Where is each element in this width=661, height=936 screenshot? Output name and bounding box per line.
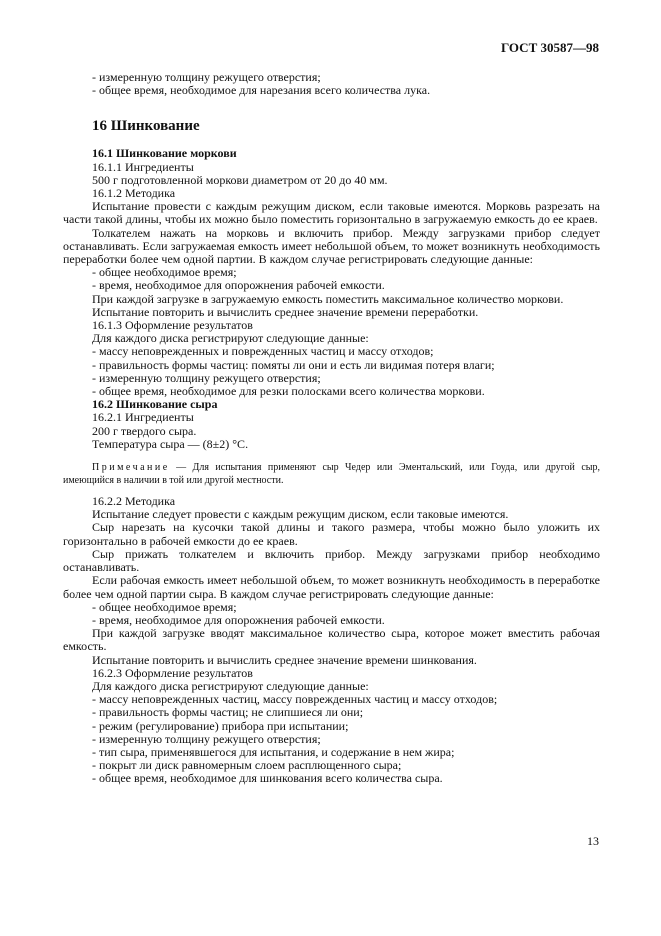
text-line: 200 г твердого сыра. xyxy=(92,423,197,438)
clause-heading: 16.2.3 Оформление результатов xyxy=(92,665,253,680)
paragraph: Сыр нарезать на кусочки такой длины и такого размера, чтобы можно было уложить их горизонтально в рабочей емкости до ее краев. xyxy=(63,520,600,548)
note-text: — Для испытания применяют сыр Чедер или Эментальский, или Гоуда, или другой сыр, имеющийся в наличии в той или другой местности. xyxy=(63,462,600,487)
text-line: 500 г подготовленной моркови диаметром от 20 до 40 мм. xyxy=(92,172,388,187)
paragraph: Для каждого диска регистрируют следующие данные: xyxy=(92,331,369,346)
clause-heading: 16.2.1 Ингредиенты xyxy=(92,410,194,425)
list-item: - время, необходимое для опорожнения рабочей емкости. xyxy=(92,612,385,627)
list-item: - массу неповрежденных частиц, массу поврежденных частиц и массу отходов; xyxy=(92,692,498,707)
list-item: - покрыт ли диск равномерным слоем расплющенного сыра; xyxy=(92,758,402,773)
section-heading: 16 Шинкование xyxy=(92,118,200,135)
document-body xyxy=(63,71,600,786)
paragraph: При каждой загрузке в загружаемую емкость поместить максимальное количество моркови. xyxy=(92,291,564,306)
list-item: - измеренную толщину режущего отверстия; xyxy=(92,731,321,746)
list-item: - общее необходимое время; xyxy=(92,599,237,614)
list-item: - массу неповрежденных и поврежденных частиц и массу отходов; xyxy=(92,344,434,359)
list-item: - правильность формы частиц; не слипшиеся ли они; xyxy=(92,705,364,720)
paragraph: Испытание следует провести с каждым режущим диском, если таковые имеются. xyxy=(92,507,509,522)
list-item: - общее время, необходимое для шинкования всего количества сыра. xyxy=(92,771,443,786)
paragraph: Испытание повторить и вычислить среднее значение времени шинкования. xyxy=(92,652,477,667)
text-line: Температура сыра — (8±2) °С. xyxy=(92,436,249,451)
clause-heading: 16.1.1 Ингредиенты xyxy=(92,159,194,174)
list-item: - измеренную толщину режущего отверстия; xyxy=(92,70,321,84)
list-item: - тип сыра, применявшегося для испытания, и содержание в нем жира; xyxy=(92,744,455,759)
paragraph: Толкателем нажать на морковь и включить прибор. Между загрузками прибор следует останавливать. Если загружаемая емкость имеет небольшой объем, то может возникнуть необходимость переработки более чем одной партии. В каждом случае регистрировать следующие данные: xyxy=(63,225,600,267)
subsection-heading: 16.2 Шинкование сыра xyxy=(92,397,218,412)
paragraph: Испытание провести с каждым режущим диском, если таковые имеются. Морковь разрезать на части такой длины, чтобы их можно было поместить горизонтально в загружаемую емкость до ее краев. xyxy=(63,199,600,227)
paragraph: Сыр прижать толкателем и включить прибор. Между загрузками прибор необходимо останавливать. xyxy=(63,546,600,575)
list-item: - измеренную толщину режущего отверстия; xyxy=(92,370,321,385)
list-item: - общее время, необходимое для резки полосками всего количества моркови. xyxy=(92,384,485,399)
clause-heading: 16.2.2 Методика xyxy=(92,494,176,509)
paragraph: Для каждого диска регистрируют следующие данные: xyxy=(92,678,369,693)
note-label: Примечание xyxy=(92,462,170,474)
page-number: 13 xyxy=(587,834,599,848)
paragraph: При каждой загрузке вводят максимальное количество сыра, которое может вместить рабочая емкость. xyxy=(63,626,600,654)
list-item: - правильность формы частиц: помяты ли они и есть ли видимая потеря влаги; xyxy=(92,357,495,372)
paragraph: Испытание повторить и вычислить среднее значение времени переработки. xyxy=(92,304,479,319)
paragraph: Если рабочая емкость имеет небольшой объем, то может возникнуть необходимость в переработке более чем одной партии сыра. В каждом случае регистрировать следующие данные: xyxy=(63,573,600,601)
note xyxy=(63,461,600,487)
list-item: - режим (регулирование) прибора при испытании; xyxy=(92,718,349,733)
document-header-id: ГОСТ 30587—98 xyxy=(500,40,599,55)
clause-heading: 16.1.2 Методика xyxy=(92,186,176,201)
list-item: - общее время, необходимое для нарезания всего количества лука. xyxy=(92,83,431,98)
list-item: - общее необходимое время; xyxy=(92,265,237,280)
clause-heading: 16.1.3 Оформление результатов xyxy=(92,318,253,333)
subsection-heading: 16.1 Шинкование моркови xyxy=(92,146,237,161)
list-item: - время, необходимое для опорожнения рабочей емкости. xyxy=(92,278,385,293)
